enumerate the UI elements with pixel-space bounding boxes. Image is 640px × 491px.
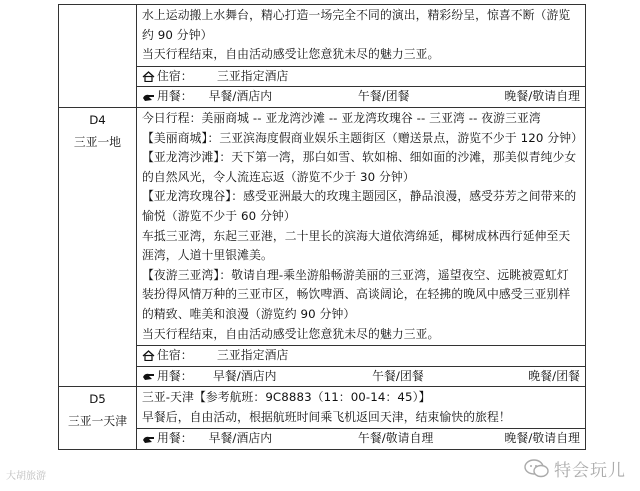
stay-label: 住宿： (157, 68, 193, 83)
stay-cell (137, 66, 586, 87)
watermark-right-text: 特会玩儿 (554, 461, 626, 481)
day-cell-d4 (59, 107, 137, 386)
meal-lunch: 午餐/团餐 (372, 368, 424, 383)
meal-label: 用餐： (157, 431, 193, 446)
day-route: 三亚一地 (73, 134, 122, 149)
meal-lunch: 午餐/团餐 (357, 89, 410, 104)
meal-cell (137, 429, 586, 450)
meal-dinner: 晚餐/敬请自理 (504, 431, 580, 446)
activity-text: 【亚龙湾玫瑰谷】：感受亚洲最大的玫瑰主题园区，静品浪漫，感受芬芳之间带来的愉悦（游览不少于 60 分钟） (142, 189, 577, 223)
activity-text: 三亚-天津【参考航班：9C8883（11：00-14：45）】 (142, 390, 431, 405)
day-route: 三亚一天津 (68, 414, 127, 429)
activity-text: 【夜游三亚湾】：敬请自理-乘坐游船畅游美丽的三亚湾，遥望夜空、远眺被霓虹灯装扮得风情万种的三亚市区，畅饮啤酒、高谈阔论，在轻拂的晚风中感受三亚别样的精致、唯美和浪漫（游览约 90 分钟） (142, 267, 571, 321)
meal-dinner: 晚餐/团餐 (528, 368, 580, 383)
itinerary-table (58, 4, 586, 450)
activity-text: 早餐后，自由活动，根据航班时间乘飞机返回天津，结束愉快的旅程！ (142, 409, 511, 424)
watermark-left (6, 467, 46, 482)
meal-lunch: 午餐/敬请自理 (357, 431, 434, 446)
meal-breakfast: 早餐/酒店内 (208, 89, 273, 104)
activity-text: 今日行程：美丽商城 -- 亚龙湾沙滩 -- 亚龙湾玫瑰谷 -- 三亚湾 -- 夜游三亚湾 (142, 110, 541, 125)
table-row (59, 346, 586, 367)
activity-text: 水上运动搬上水舞台，精心打造一场完全不同的演出，精彩纷呈，惊喜不断（游览约 90 分钟） (142, 8, 571, 42)
meal-hand-icon (142, 371, 155, 382)
watermark-right (524, 456, 626, 481)
day-number: D5 (89, 392, 106, 407)
day-cell-empty (59, 5, 137, 108)
meal-breakfast: 早餐/酒店内 (208, 431, 273, 446)
meal-cell (137, 87, 586, 108)
meal-label: 用餐： (157, 89, 193, 104)
stay-value: 三亚指定酒店 (217, 348, 289, 363)
meal-cell (137, 366, 586, 387)
house-icon (142, 350, 155, 361)
activity-cell (137, 5, 586, 67)
table-row (59, 5, 586, 67)
stay-cell (137, 346, 586, 367)
activity-cell (137, 107, 586, 345)
table-row (59, 366, 586, 387)
table-row (59, 87, 586, 108)
house-icon (142, 71, 155, 82)
activity-text: 当天行程结束，自由活动感受让您意犹未尽的魅力三亚。 (142, 47, 440, 62)
meal-hand-icon (142, 434, 155, 445)
activity-cell (137, 387, 586, 429)
meal-hand-icon (142, 92, 155, 103)
day-cell-d5 (59, 387, 137, 450)
activity-text: 【亚龙湾沙滩】：天下第一湾，那白如雪、软如棉、细如面的沙滩，那美似青纯少女的自然风光，令人流连忘返（游览不少于 30 分钟） (142, 150, 577, 184)
activity-text: 车抵三亚湾，东起三亚港，二十里长的滨海大道依湾绵延，椰树成林西行延伸至天涯湾，人道十里银滩美。 (142, 228, 571, 263)
meal-breakfast: 早餐/酒店内 (213, 368, 277, 383)
table-row (59, 107, 586, 345)
day-number: D4 (89, 112, 106, 127)
chat-bubble-icon (524, 458, 550, 480)
activity-text: 【美丽商城】：三亚滨海度假商业娱乐主题街区（赠送景点，游览不少于 120 分钟） (142, 130, 584, 145)
watermark-left-text: 大胡旅游 (6, 471, 46, 482)
activity-text: 当天行程结束，自由活动感受让您意犹未尽的魅力三亚。 (142, 326, 440, 341)
stay-value: 三亚指定酒店 (217, 68, 289, 83)
table-row (59, 66, 586, 87)
meal-dinner: 晚餐/敬请自理 (504, 89, 580, 104)
stay-label: 住宿： (157, 348, 193, 363)
meal-label: 用餐： (157, 368, 193, 383)
table-row (59, 387, 586, 429)
table-row (59, 429, 586, 450)
